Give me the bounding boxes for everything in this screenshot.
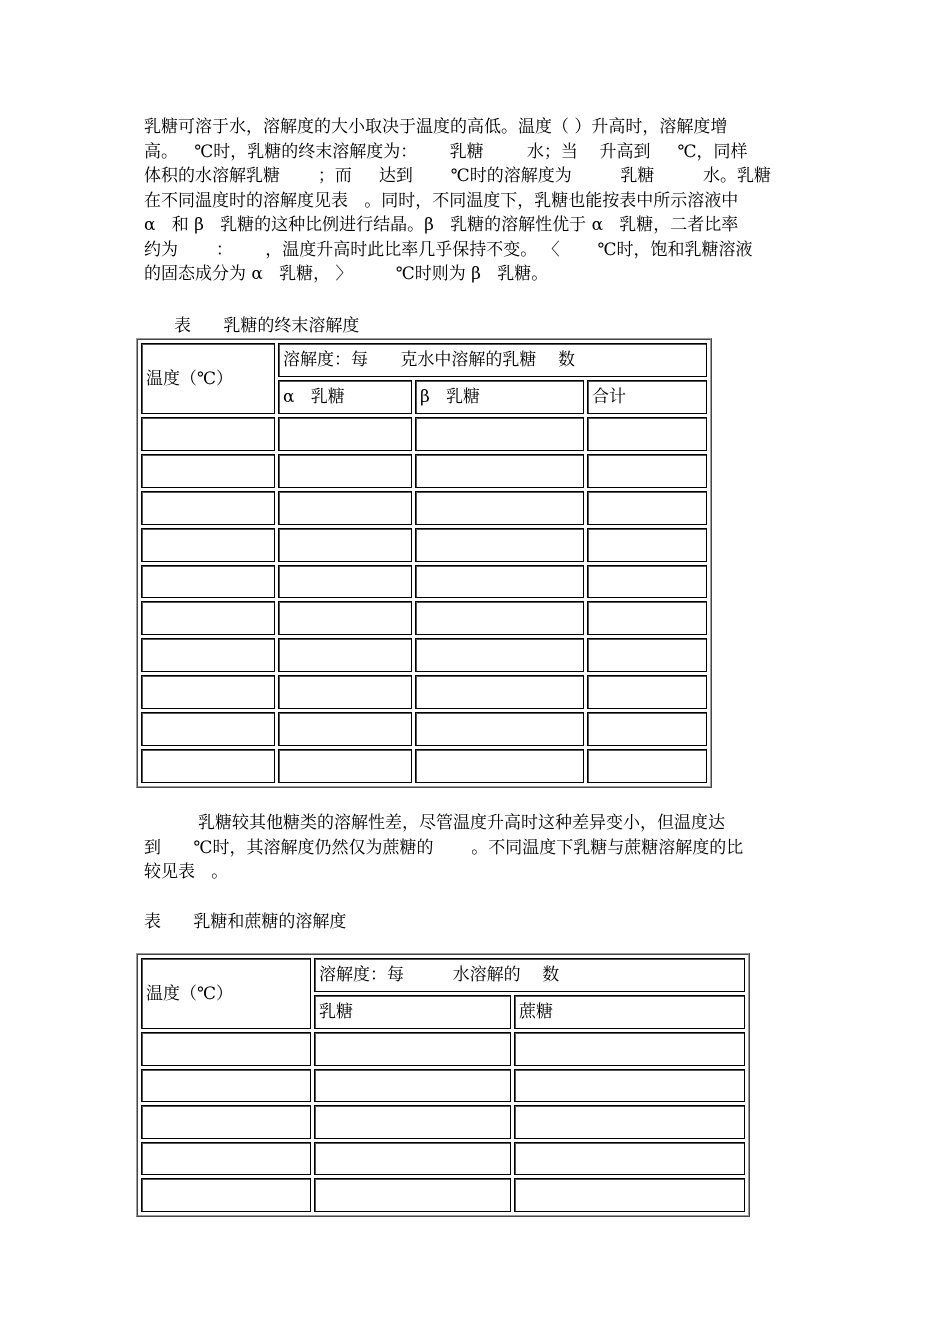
table-cell <box>278 749 412 783</box>
table-cell <box>141 454 275 488</box>
table-cell <box>415 565 584 599</box>
table-row <box>141 1069 745 1103</box>
table1-col-alpha: α 乳糖 <box>278 380 412 414</box>
table-cell <box>587 454 707 488</box>
paragraph-line: 高。 ℃时，乳糖的终末溶解度为： 乳糖 水；当 升高到 ℃，同样 <box>144 141 748 162</box>
table-row <box>141 1178 745 1212</box>
table-row <box>141 749 707 783</box>
table-cell <box>587 417 707 451</box>
table-cell <box>141 417 275 451</box>
table-cell <box>278 675 412 709</box>
table-row <box>141 638 707 672</box>
table-cell <box>415 601 584 635</box>
table1-caption: 表 乳糖的终末溶解度 <box>174 316 360 336</box>
table-cell <box>587 601 707 635</box>
table-cell <box>141 1105 311 1139</box>
table-cell <box>415 749 584 783</box>
table-cell <box>278 528 412 562</box>
paragraph-line: α 和 β 乳糖的这种比例进行结晶。β 乳糖的溶解性优于 α 乳糖，二者比率 <box>144 215 739 235</box>
table-cell <box>587 638 707 672</box>
table2-col-lactose: 乳糖 <box>314 995 511 1029</box>
table-cell <box>141 712 275 746</box>
table-cell <box>278 417 412 451</box>
table-row <box>141 454 707 488</box>
paragraph-line: 体积的水溶解乳糖 ；而 达到 ℃时的溶解度为 乳糖 水。乳糖 <box>144 166 771 186</box>
table-cell <box>141 1032 311 1066</box>
table-cell <box>141 565 275 599</box>
table-cell <box>314 1069 511 1103</box>
table2-group-header: 溶解度：每 水溶解的 数 <box>314 958 745 992</box>
table-cell <box>587 749 707 783</box>
table-cell <box>278 565 412 599</box>
intro-paragraph <box>144 115 810 287</box>
table-row <box>141 528 707 562</box>
table-cell <box>141 638 275 672</box>
table-cell <box>278 491 412 525</box>
table-cell <box>514 1069 745 1103</box>
table-row <box>141 1105 745 1139</box>
paragraph-line: 在不同温度时的溶解度见表 。同时，不同温度下，乳糖也能按表中所示溶液中 <box>144 190 739 211</box>
table1-col-total: 合计 <box>587 380 707 414</box>
table-cell <box>141 1142 311 1176</box>
table-cell <box>314 1178 511 1212</box>
table-row <box>141 601 707 635</box>
table-cell <box>278 454 412 488</box>
table1-temp-header: 温度（℃） <box>141 343 275 414</box>
table-cell <box>141 749 275 783</box>
paragraph-line: 约为 ： ，温度升高时此比率几乎保持不变。 〈 ℃时，饱和乳糖溶液 <box>144 239 753 260</box>
table-row <box>141 565 707 599</box>
table-cell <box>278 638 412 672</box>
table2-temp-header: 温度（℃） <box>141 958 311 1029</box>
paragraph-line: 到 ℃时，其溶解度仍然仅为蔗糖的 。不同温度下乳糖与蔗糖溶解度的比 <box>144 837 744 858</box>
table-row <box>141 675 707 709</box>
table-cell <box>415 528 584 562</box>
table-cell <box>587 712 707 746</box>
table-cell <box>314 1032 511 1066</box>
table-cell <box>514 1178 745 1212</box>
paragraph-line: 较见表 。 <box>144 862 229 882</box>
table-cell <box>587 565 707 599</box>
table-cell <box>415 638 584 672</box>
table-cell <box>141 601 275 635</box>
comparison-paragraph <box>144 811 810 885</box>
table-cell <box>314 1142 511 1176</box>
table-cell <box>415 712 584 746</box>
table-cell <box>141 1069 311 1103</box>
table2-col-sucrose: 蔗糖 <box>514 995 745 1029</box>
table-row <box>141 1142 745 1176</box>
table-cell <box>415 675 584 709</box>
paragraph-line: 乳糖可溶于水，溶解度的大小取决于温度的高低。温度（ ）升高时，溶解度增 <box>144 117 728 137</box>
paragraph-line: 乳糖较其他糖类的溶解性差，尽管温度升高时这种差异变小，但温度达 <box>144 813 726 833</box>
table-cell <box>141 528 275 562</box>
table-cell <box>278 712 412 746</box>
table-cell <box>415 491 584 525</box>
table-cell <box>587 675 707 709</box>
table1-col-beta: β 乳糖 <box>415 380 584 414</box>
lactose-solubility-table <box>136 338 712 788</box>
table-row <box>141 417 707 451</box>
table-row <box>141 491 707 525</box>
table-cell <box>278 601 412 635</box>
table2-caption: 表 乳糖和蔗糖的溶解度 <box>144 912 347 932</box>
table1-group-header: 溶解度：每 克水中溶解的乳糖 数 <box>278 343 707 377</box>
table-row <box>141 712 707 746</box>
table-cell <box>415 417 584 451</box>
table-cell <box>141 675 275 709</box>
table-row <box>141 1032 745 1066</box>
table-cell <box>141 491 275 525</box>
table-cell <box>415 454 584 488</box>
lactose-sucrose-table <box>136 953 750 1217</box>
table-cell <box>314 1105 511 1139</box>
table-cell <box>141 1178 311 1212</box>
table-cell <box>514 1032 745 1066</box>
table-cell <box>587 528 707 562</box>
paragraph-line: 的固态成分为 α 乳糖， 〉 ℃时则为 β 乳糖。 <box>144 264 549 284</box>
table-cell <box>514 1142 745 1176</box>
table-cell <box>587 491 707 525</box>
table-cell <box>514 1105 745 1139</box>
